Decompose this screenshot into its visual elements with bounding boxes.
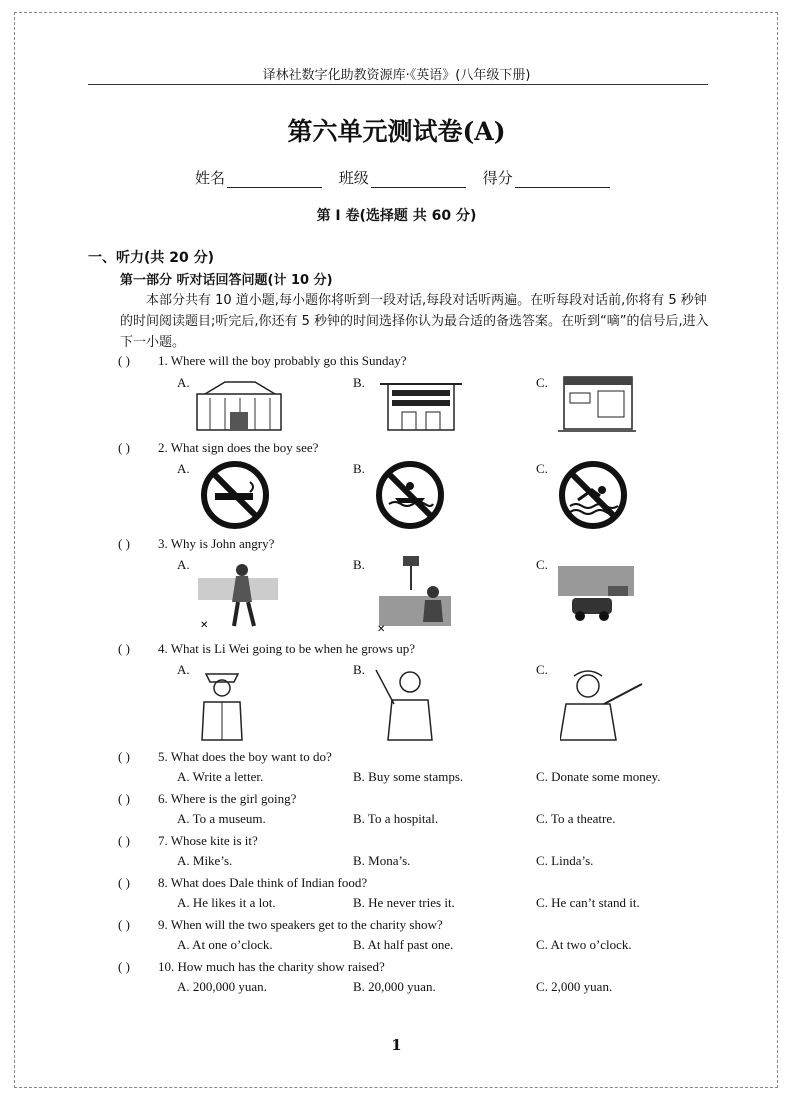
option-label: A. xyxy=(177,461,190,476)
question-text: 9. When will the two speakers get to the charity show? xyxy=(158,917,443,932)
option-c: C. 2,000 yuan. xyxy=(536,979,613,994)
option-c: C. At two o’clock. xyxy=(536,937,632,952)
option-a: A. Mike’s. xyxy=(177,853,233,868)
question-text: 4. What is Li Wei going to be when he grows up? xyxy=(158,641,415,656)
page-title: 第六单元测试卷(A) xyxy=(287,117,506,146)
answer-paren[interactable]: ( ) xyxy=(118,353,130,368)
tour-guide-picture xyxy=(560,664,646,742)
no-boating-sign xyxy=(375,460,445,530)
running-header: 译林社数字化助教资源库·《英语》(八年级下册) xyxy=(262,68,531,83)
man-digging-picture xyxy=(375,556,455,634)
question-4 xyxy=(118,641,415,657)
option-label: C. xyxy=(536,461,548,476)
question-1 xyxy=(118,353,407,369)
option-a: A. To a museum. xyxy=(177,811,266,826)
answer-paren[interactable]: ( ) xyxy=(118,440,130,455)
question-3 xyxy=(118,536,274,552)
instructions: 本部分共有 10 道小题,每小题你将听到一段对话,每段对话听两遍。在听每段对话前,你将有 5 秒钟的时间阅读题目;听完后,你还有 5 秒钟的时间选择你认为最合适的备选答案。在听到“嘀”的信号后,进入下一小题。 xyxy=(120,293,709,350)
question-text: 7. Whose kite is it? xyxy=(158,833,258,848)
option-b: B. He never tries it. xyxy=(353,895,455,910)
answer-paren[interactable]: ( ) xyxy=(118,833,130,848)
answer-paren[interactable]: ( ) xyxy=(118,917,130,932)
svg-text:✕: ✕ xyxy=(377,624,386,634)
page-number: 1 xyxy=(391,1036,402,1054)
man-walking-picture xyxy=(198,560,278,630)
answer-paren[interactable]: ( ) xyxy=(118,875,130,890)
question-text: 6. Where is the girl going? xyxy=(158,791,297,806)
option-label: B. xyxy=(353,557,365,572)
paper-subtitle: 第 I 卷(选择题 共 60 分) xyxy=(316,208,477,224)
student-info xyxy=(195,167,622,188)
header-rule xyxy=(88,84,708,85)
part-heading: 第一部分 听对话回答问题(计 10 分) xyxy=(120,273,333,288)
score-blank[interactable] xyxy=(515,171,610,188)
option-c: C. Donate some money. xyxy=(536,769,661,784)
score-label: 得分 xyxy=(482,169,513,187)
answer-paren[interactable]: ( ) xyxy=(118,536,130,551)
class-blank[interactable] xyxy=(371,171,466,188)
option-c: C. Linda’s. xyxy=(536,853,594,868)
answer-paren[interactable]: ( ) xyxy=(118,959,130,974)
name-blank[interactable] xyxy=(227,171,322,188)
option-a: A. At one o’clock. xyxy=(177,937,273,952)
name-label: 姓名 xyxy=(195,169,226,187)
option-b: B. At half past one. xyxy=(353,937,454,952)
option-label: B. xyxy=(353,461,365,476)
option-b: B. To a hospital. xyxy=(353,811,439,826)
question-text: 5. What does the boy want to do? xyxy=(158,749,332,764)
option-a: A. 200,000 yuan. xyxy=(177,979,267,994)
question-6 xyxy=(118,791,296,807)
option-label: B. xyxy=(353,375,365,390)
option-b: B. Buy some stamps. xyxy=(353,769,464,784)
question-text: 3. Why is John angry? xyxy=(158,536,275,551)
no-smoking-sign xyxy=(200,460,270,530)
theatre-picture xyxy=(558,373,636,433)
question-text: 10. How much has the charity show raised? xyxy=(158,959,385,974)
option-label: B. xyxy=(353,662,365,677)
option-label: A. xyxy=(177,662,190,677)
question-text: 2. What sign does the boy see? xyxy=(158,440,319,455)
answer-paren[interactable]: ( ) xyxy=(118,749,130,764)
option-label: C. xyxy=(536,557,548,572)
option-b: B. Mona’s. xyxy=(353,853,411,868)
section-heading: 一、听力(共 20 分) xyxy=(88,250,215,266)
svg-text:✕: ✕ xyxy=(200,620,209,630)
option-a: A. Write a letter. xyxy=(177,769,264,784)
question-9 xyxy=(118,917,443,933)
question-2 xyxy=(118,440,318,456)
option-a: A. He likes it a lot. xyxy=(177,895,276,910)
answer-paren[interactable]: ( ) xyxy=(118,641,130,656)
museum-picture xyxy=(195,376,285,432)
question-10 xyxy=(118,959,385,975)
option-label: C. xyxy=(536,662,548,677)
question-text: 1. Where will the boy probably go this Sunday? xyxy=(158,353,407,368)
option-label: A. xyxy=(177,375,190,390)
policeman-picture xyxy=(196,664,248,742)
no-swimming-sign xyxy=(558,460,628,530)
answer-paren[interactable]: ( ) xyxy=(118,791,130,806)
question-8 xyxy=(118,875,367,891)
option-c: C. To a theatre. xyxy=(536,811,616,826)
question-5 xyxy=(118,749,332,765)
option-label: A. xyxy=(177,557,190,572)
question-text: 8. What does Dale think of Indian food? xyxy=(158,875,368,890)
option-c: C. He can’t stand it. xyxy=(536,895,640,910)
option-label: C. xyxy=(536,375,548,390)
option-b: B. 20,000 yuan. xyxy=(353,979,436,994)
question-7 xyxy=(118,833,258,849)
class-label: 班级 xyxy=(338,169,369,187)
hospital-picture xyxy=(378,376,464,432)
car-accident-picture xyxy=(558,566,634,626)
teacher-picture xyxy=(372,664,444,742)
